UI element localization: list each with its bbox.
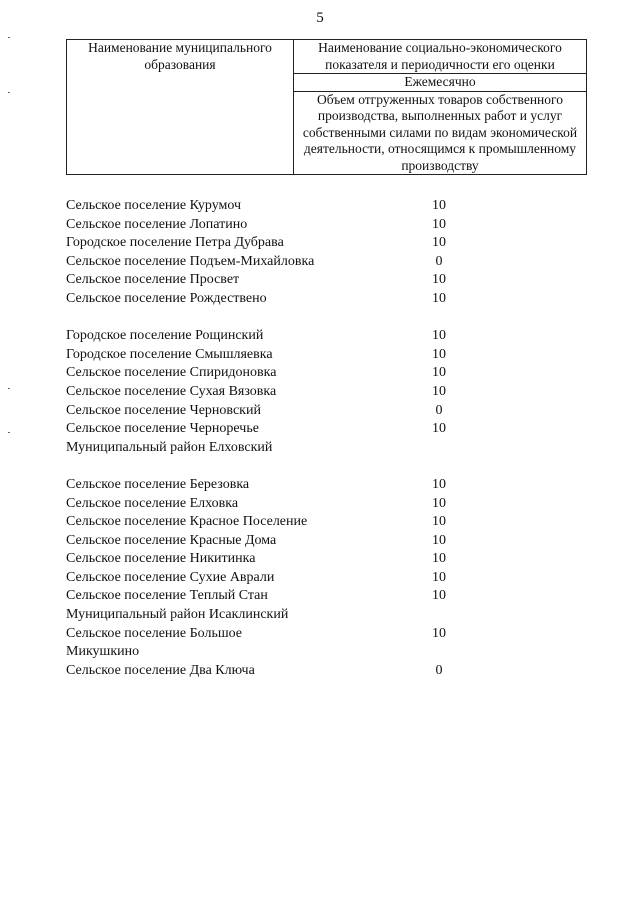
table-row bbox=[66, 587, 586, 606]
row-value: 10 bbox=[432, 588, 446, 604]
page-number: 5 bbox=[316, 10, 324, 26]
row-value: 10 bbox=[432, 290, 446, 306]
table-row bbox=[66, 532, 586, 551]
table-row bbox=[66, 364, 586, 383]
row-value: 10 bbox=[432, 421, 446, 437]
header-municipality: Наименование муниципального образования bbox=[67, 40, 294, 175]
row-name: Сельское поселение Красные Дома bbox=[66, 532, 277, 548]
table-row bbox=[66, 327, 586, 346]
table-row bbox=[66, 662, 586, 681]
row-name: Сельское поселение Подъем-Михайловка bbox=[66, 253, 315, 269]
table-header bbox=[66, 39, 587, 175]
row-name: Сельское поселение Рождествено bbox=[66, 290, 267, 306]
row-value: 0 bbox=[435, 253, 443, 269]
row-value: 10 bbox=[432, 514, 446, 530]
row-value: 10 bbox=[432, 346, 446, 362]
table-row bbox=[66, 625, 586, 662]
row-name: Сельское поселение Сухая Вязовка bbox=[66, 383, 277, 399]
row-name: Сельское поселение Просвет bbox=[66, 272, 240, 288]
table-row bbox=[66, 197, 586, 216]
scan-mark bbox=[8, 432, 10, 433]
header-indicator: Объем отгруженных товаров собственного производства, выполненных работ и услуг собственными силами по видам экономической деятельности, относящимся к промышленному производству bbox=[294, 91, 587, 175]
data-rows bbox=[66, 197, 586, 680]
row-name: Сельское поселение Теплый Стан bbox=[66, 588, 268, 604]
row-name: Сельское поселение Два Ключа bbox=[66, 662, 255, 678]
row-name: Сельское поселение Сухие Аврали bbox=[66, 569, 275, 585]
scan-mark bbox=[8, 388, 10, 389]
scan-mark bbox=[8, 37, 10, 38]
table-row bbox=[66, 402, 586, 421]
row-value: 10 bbox=[432, 551, 446, 567]
row-value: 10 bbox=[432, 216, 446, 232]
section-name: Муниципальный район Елховский bbox=[66, 439, 273, 455]
table-row bbox=[66, 550, 586, 569]
row-name: Городское поселение Смышляевка bbox=[66, 346, 273, 362]
section-name: Муниципальный район Исаклинский bbox=[66, 607, 289, 623]
table-row bbox=[66, 346, 586, 365]
row-value: 10 bbox=[432, 569, 446, 585]
spacer bbox=[66, 457, 586, 476]
table-row bbox=[66, 383, 586, 402]
row-value: 10 bbox=[432, 476, 446, 492]
table-row bbox=[66, 513, 586, 532]
table-row bbox=[66, 476, 586, 495]
row-name: Сельское поселение Черноречье bbox=[66, 421, 259, 437]
section-row bbox=[66, 439, 586, 458]
row-value: 10 bbox=[432, 272, 446, 288]
row-value: 10 bbox=[432, 235, 446, 251]
row-name: Сельское поселение Березовка bbox=[66, 476, 250, 492]
row-value: 0 bbox=[435, 402, 443, 418]
header-periodicity: Ежемесячно bbox=[294, 74, 587, 92]
scan-mark bbox=[8, 92, 10, 93]
table-row bbox=[66, 290, 586, 309]
row-value: 10 bbox=[432, 365, 446, 381]
row-name: Городское поселение Петра Дубрава bbox=[66, 235, 284, 251]
row-name: Сельское поселение Курумоч bbox=[66, 198, 242, 213]
row-value: 10 bbox=[432, 198, 446, 213]
table-row bbox=[66, 569, 586, 588]
row-value: 10 bbox=[432, 495, 446, 511]
row-name: Сельское поселение Спиридоновка bbox=[66, 365, 277, 381]
spacer bbox=[66, 309, 586, 328]
row-value: 0 bbox=[435, 662, 443, 678]
row-value: 10 bbox=[432, 383, 446, 399]
table-row bbox=[66, 420, 586, 439]
table-row bbox=[66, 216, 586, 235]
section-row bbox=[66, 606, 586, 625]
row-value: 10 bbox=[432, 625, 446, 641]
row-value: 10 bbox=[432, 328, 446, 344]
row-name: Сельское поселение Елховка bbox=[66, 495, 239, 511]
row-name: Городское поселение Рощинский bbox=[66, 328, 264, 344]
row-name: Сельское поселение Черновский bbox=[66, 402, 261, 418]
table-row bbox=[66, 495, 586, 514]
row-name: Сельское поселение Красное Поселение bbox=[66, 514, 308, 530]
table-row bbox=[66, 253, 586, 272]
header-indicator-title: Наименование социально-экономического показателя и периодичности его оценки bbox=[294, 40, 587, 74]
row-name: Сельское поселение Большое Микушкино bbox=[66, 625, 243, 660]
table-row bbox=[66, 234, 586, 253]
row-name: Сельское поселение Лопатино bbox=[66, 216, 248, 232]
row-name: Сельское поселение Никитинка bbox=[66, 551, 256, 567]
row-value: 10 bbox=[432, 532, 446, 548]
table-row bbox=[66, 271, 586, 290]
